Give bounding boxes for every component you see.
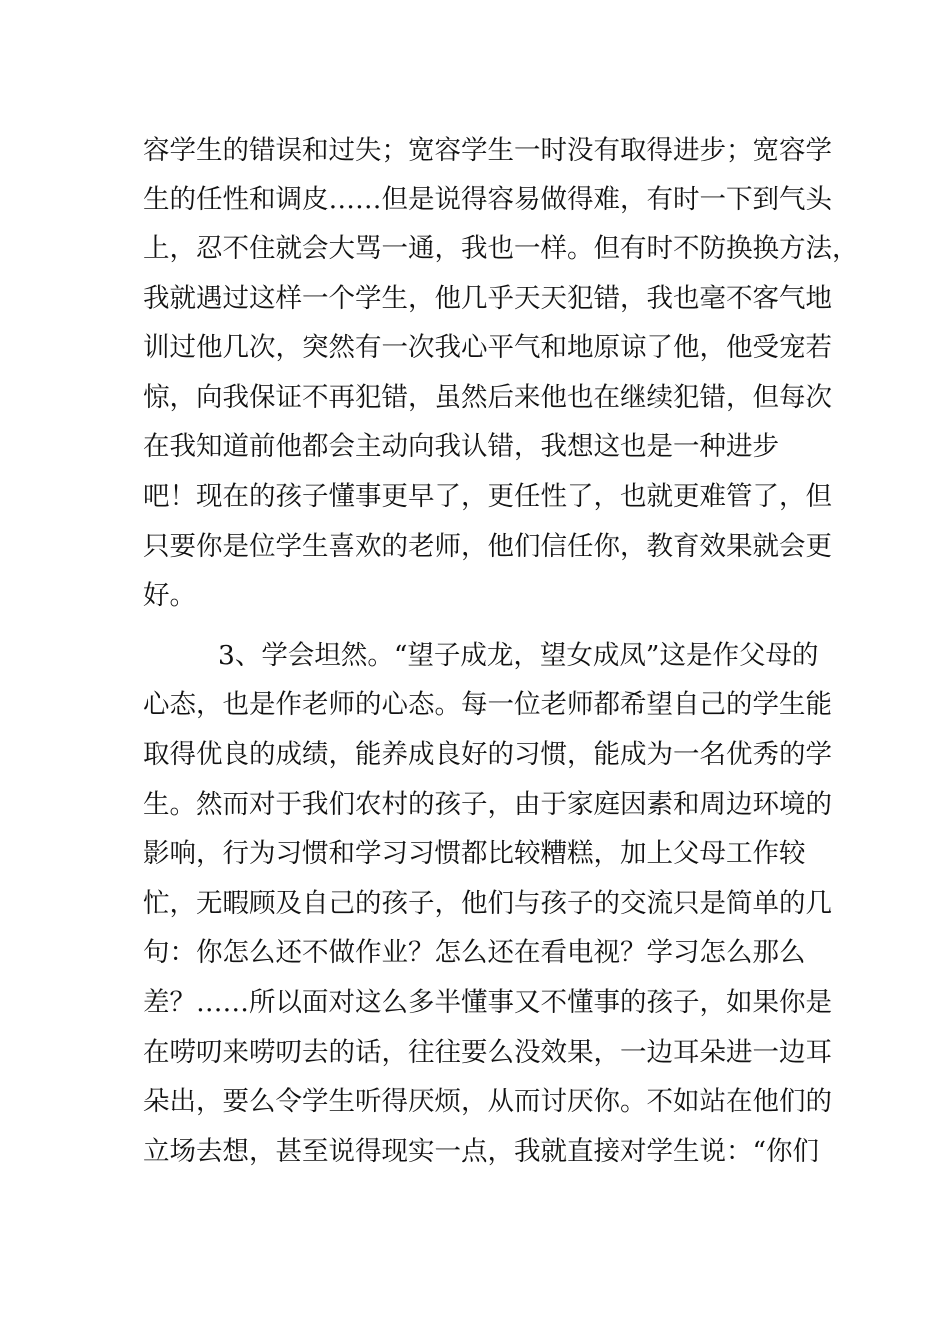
text-line-20: 朵出，要么令学生听得厌烦，从而讨厌你。不如站在他们的 [143, 1086, 832, 1117]
text-line-14: 生。然而对于我们农村的孩子，由于家庭因素和周边环境的 [143, 789, 832, 820]
text-line-10: 好。 [143, 580, 196, 611]
text-line-6: 惊，向我保证不再犯错，虽然后来他也在继续犯错，但每次 [143, 382, 832, 413]
text-line-1: 容学生的错误和过失；宽容学生一时没有取得进步；宽容学 [143, 135, 832, 166]
text-line-21: 立场去想，甚至说得现实一点，我就直接对学生说：“你们 [143, 1136, 820, 1167]
text-line-17: 句：你怎么还不做作业？怎么还在看电视？学习怎么那么 [143, 937, 806, 968]
text-line-18: 差？……所以面对这么多半懂事又不懂事的孩子，如果你是 [143, 987, 832, 1018]
text-line-7: 在我知道前他都会主动向我认错，我想这也是一种进步 [143, 431, 779, 462]
text-line-12: 心态，也是作老师的心态。每一位老师都希望自己的学生能 [143, 689, 832, 720]
text-line-15: 影响，行为习惯和学习习惯都比较糟糕，加上父母工作较 [143, 838, 806, 869]
text-line-5: 训过他几次，突然有一次我心平气和地原谅了他，他受宠若 [143, 332, 832, 363]
text-line-9: 只要你是位学生喜欢的老师，他们信任你，教育效果就会更 [143, 531, 832, 562]
text-line-8: 吧！现在的孩子懂事更早了，更任性了，也就更难管了，但 [143, 481, 832, 512]
text-line-4: 我就遇过这样一个学生，他几乎天天犯错，我也毫不客气地 [143, 283, 832, 314]
text-line-3: 上，忍不住就会大骂一通，我也一样。但有时不防换换方法， [143, 233, 859, 264]
text-line-19: 在唠叨来唠叨去的话，往往要么没效果，一边耳朵进一边耳 [143, 1037, 832, 1068]
section-3-heading-line: 3、学会坦然。“望子成龙，望女成凤”这是作父母的 [218, 640, 819, 671]
text-line-2: 生的任性和调皮……但是说得容易做得难，有时一下到气头 [143, 184, 832, 215]
text-line-13: 取得优良的成绩，能养成良好的习惯，能成为一名优秀的学 [143, 739, 832, 770]
text-line-16: 忙，无暇顾及自己的孩子，他们与孩子的交流只是简单的几 [143, 888, 832, 919]
